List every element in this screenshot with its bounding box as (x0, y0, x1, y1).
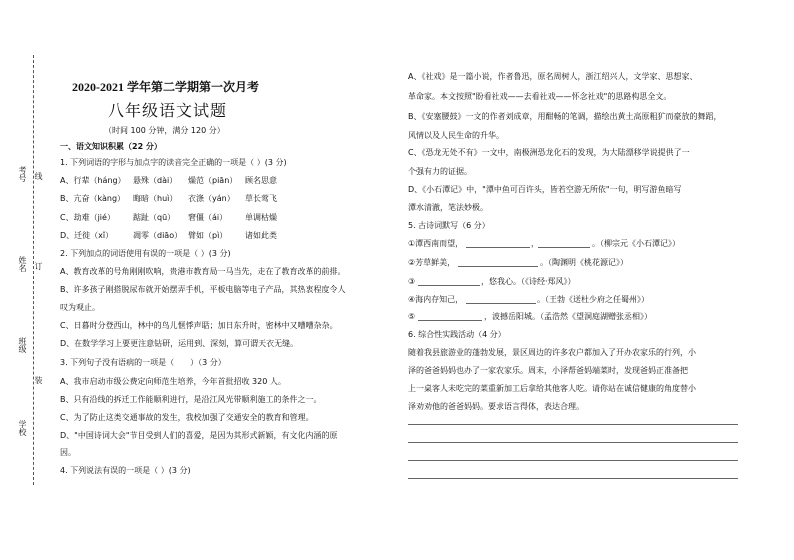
binding-dashed-line (33, 55, 34, 485)
q3-option-b: B、只有沿线的拆迁工作能顺利进行，是沿江风光带顺利施工的条件之一。 (60, 395, 322, 404)
q5-line1-source: 。（柳宗元《小石潭记》） (592, 239, 680, 248)
q3-option-d-cont: 因。 (60, 448, 76, 457)
q1-option-c-item-4: 单调枯燥 (245, 213, 277, 222)
q5-line3-source: ，悠我心。（《诗经·郑风》） (481, 277, 576, 286)
q2-option-d: D、在数学学习上要更注意钻研，运用到、深刻，算可谓天衣无缝。 (60, 339, 299, 348)
answer-line-3[interactable] (408, 460, 738, 461)
class-label: 班级 (18, 337, 27, 353)
q6-stem: 6. 综合性实践活动（4 分） (408, 330, 506, 339)
q2-stem: 2. 下列加点的词语使用有误的一项是（ ）(3 分) (60, 249, 231, 258)
exam-subject: 八年级语文试题 (108, 101, 228, 120)
q5-line2-source: 。（陶渊明《桃花源记》） (540, 258, 628, 267)
q6-passage-2: 泽的爸爸妈妈也办了一家农家乐。周末，小泽帮爸妈端菜时，发现爸妈正准备把 (408, 366, 688, 375)
q5-line1-comma: ， (531, 239, 539, 248)
q4-option-b-cont: 风情以及人民生命的升华。 (408, 131, 504, 140)
q3-option-d: D、"中国诗词大会"节目受到人们的喜爱，是因为其形式新颖，有文化内涵的原 (60, 431, 338, 440)
q5-blank-1[interactable] (466, 247, 530, 248)
school-label: 学校 (18, 420, 27, 436)
q4-option-b: B、《安塞腰鼓》一文的作者刘成章，用酣畅的笔调，描绘出黄土高原粗犷而豪放的舞蹈， (408, 112, 722, 121)
q1-option-c-item-2: 踮趾（qū） (133, 213, 176, 222)
student-name-label: 姓名 (18, 256, 27, 272)
answer-line-1[interactable] (408, 424, 738, 425)
q5-line5-prefix: ⑤ (408, 312, 416, 321)
q5-blank-2[interactable] (538, 247, 590, 248)
q2-option-c: C、日暮时分登西山，林中的鸟儿惬悸声聒；加日东升时，密林中又嘈嘈杂杂。 (60, 321, 338, 330)
time-info: （时间 100 分钟，满分 120 分） (104, 126, 225, 135)
q1-option-b-item-4: 草长莺飞 (245, 194, 277, 203)
q2-option-a: A、教育改革的号角刚刚吹响，贵港市教育局一马当先，走在了教育改革的前排。 (60, 267, 346, 276)
q4-option-c-cont: 个强有力的证据。 (408, 167, 472, 176)
q5-blank-6[interactable] (418, 320, 482, 321)
q1-option-d-item-3: 臂如（pì） (188, 231, 228, 240)
q3-option-a: A、我市启动市级公费定向师范生培养，今年首批招收 320 人。 (60, 377, 286, 386)
q1-option-a-item-4: 顾名思意 (245, 176, 277, 185)
q1-option-a-item-2: 悬殊（dài） (133, 176, 178, 185)
q4-option-a: A、《社戏》是一篇小说，作者鲁迅，原名周树人，浙江绍兴人，文学家、思想家、 (408, 72, 698, 81)
q1-option-b-item-3: 衣涤（yán） (188, 194, 235, 203)
section1-heading: 一、语文知识积累（22 分） (60, 142, 162, 151)
q5-line5-source: ，波撼岳阳城。（孟浩然《望洞庭湖赠张丞相》） (484, 312, 652, 321)
exam-title: 2020-2021 学年第二学期第一次月考 (72, 80, 259, 94)
seal-char-xian: 线 (34, 172, 43, 180)
q5-line3-prefix: ③ (408, 277, 416, 286)
q1-option-c-item-1: C、劫难（jié） (60, 213, 115, 222)
q1-option-b-item-1: B、亢奋（kàng） (60, 194, 126, 203)
q5-blank-3[interactable] (458, 266, 538, 267)
q1-option-d-item-4: 诸如此类 (245, 231, 277, 240)
q1-stem: 1. 下列词语的字形与加点字的读音完全正确的一项是（ ）(3 分) (60, 158, 287, 167)
q1-option-c-item-3: 窘僵（ái） (188, 213, 228, 222)
q6-passage-1: 随着我县旅游业的蓬勃发展，景区周边的许多农户都加入了开办农家乐的行列，小 (408, 348, 696, 357)
seal-char-ding: 订 (34, 262, 43, 270)
q1-option-a-item-1: A、行辈（háng） (60, 176, 126, 185)
q4-option-c: C、《恐龙无处不有》一文中，南极洲恐龙化石的发现，为大陆漂移学说提供了一 (408, 148, 690, 157)
q6-passage-3: 上一桌客人未吃完的菜重新加工后拿给其他客人吃。请你站在诚信健康的角度替小 (408, 384, 696, 393)
q3-option-c: C、为了防止这类交通事故的发生，我校加强了交通安全的教育和管理。 (60, 413, 314, 422)
q5-blank-5[interactable] (466, 303, 536, 304)
exam-number-label: 考号 (18, 166, 27, 182)
q2-option-b-cont: 叹为观止。 (60, 303, 100, 312)
answer-line-2[interactable] (408, 442, 738, 443)
answer-line-4[interactable] (408, 478, 738, 479)
q2-option-b: B、许多孩子刚搭脱尿布就开始摆弄手机，平板电脑等电子产品，其热衷程度令人 (60, 285, 346, 294)
q5-stem: 5. 古诗词默写（6 分） (408, 221, 490, 230)
q4-option-a-cont: 革命家。本文按照"盼看社戏——去看社戏——怀念社戏"的思路构思全文。 (408, 92, 672, 101)
q5-blank-4[interactable] (418, 285, 480, 286)
q1-option-b-item-2: 晦暗（huì） (133, 194, 178, 203)
q4-stem: 4. 下列说法有误的一项是（ ）(3 分) (60, 466, 191, 475)
q6-passage-4: 泽劝劝他的爸爸妈妈。要求语言得体，表达合理。 (408, 402, 584, 411)
q5-line2-prefix: ②芳草鲜美， (408, 258, 456, 267)
q1-option-a-item-3: 燥范（piān） (188, 176, 238, 185)
q5-line4-source: 。（王勃《送杜少府之任蜀州》） (537, 295, 649, 304)
q5-line4-prefix: ④海内存知己， (408, 295, 464, 304)
seal-char-zhuang: 装 (34, 376, 43, 384)
q4-option-d: D、《小石潭记》中，"潭中鱼可百许头，皆若空游无所依"一句，明写游鱼暗写 (408, 185, 682, 194)
q1-option-d-item-1: D、迁徙（xǐ） (60, 231, 114, 240)
q3-stem: 3. 下列句子没有语病的一项是（ ）（3 分） (60, 358, 226, 367)
q4-option-d-cont: 潭水清澈，笔法妙极。 (408, 203, 488, 212)
q5-line1-prefix: ①潭西南而望， (408, 239, 464, 248)
q1-option-d-item-2: 凋零（diāo） (133, 231, 183, 240)
